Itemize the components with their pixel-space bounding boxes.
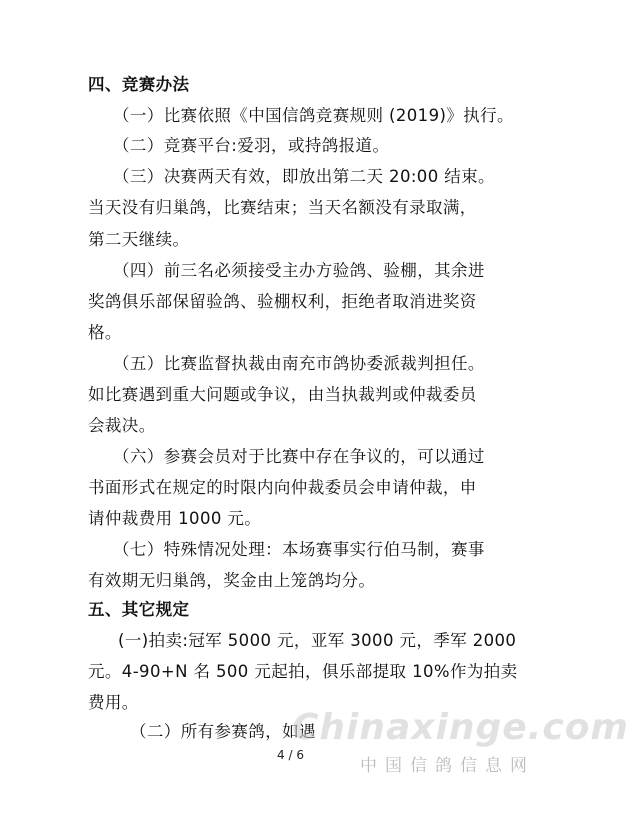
paragraph-line: 第二天继续。	[88, 230, 190, 249]
paragraph-line: （三）决赛两天有效，即放出第二天 20:00 结束。	[113, 167, 495, 186]
paragraph-line: 有效期无归巢鸽，奖金由上笼鸽均分。	[88, 571, 376, 590]
paragraph-line: 如比赛遇到重大问题或争议，由当执裁判或仲裁委员	[88, 385, 477, 404]
paragraph-line: 请仲裁费用 1000 元。	[88, 509, 262, 528]
paragraph-line: 会裁决。	[88, 416, 156, 435]
paragraph-line: （五）比赛监督执裁由南充市鸽协委派裁判担任。	[113, 354, 485, 373]
paragraph-line: （六）参赛会员对于比赛中存在争议的，可以通过	[113, 447, 485, 466]
paragraph-line: 格。	[88, 323, 122, 342]
paragraph-line: （四）前三名必须接受主办方验鸽、验棚，其余进	[113, 261, 485, 280]
section-heading-other-rules: 五、其它规定	[88, 600, 190, 619]
paragraph-line: （一）比赛依照《中国信鸽竞赛规则 (2019)》执行。	[113, 106, 514, 125]
watermark-logo-text: Chinaxinge.com	[292, 707, 629, 748]
paragraph-line: 书面形式在规定的时限内向仲裁委员会申请仲裁，申	[88, 478, 477, 497]
paragraph-line: (一)拍卖:冠军 5000 元，亚军 3000 元，季军 2000	[118, 631, 517, 650]
paragraph-line: 奖鸽俱乐部保留验鸽、验棚权利，拒绝者取消进奖资	[88, 292, 477, 311]
paragraph-line: 费用。	[88, 693, 139, 712]
paragraph-line: （二）所有参赛鸽，如遇	[130, 722, 316, 741]
paragraph-line: （二）竞赛平台:爱羽，或持鸽报道。	[113, 136, 390, 155]
paragraph-line: 元。4-90+N 名 500 元起拍，俱乐部提取 10%作为拍卖	[88, 662, 518, 681]
paragraph-line: （七）特殊情况处理：本场赛事实行伯马制，赛事	[113, 540, 485, 559]
page-number: 4 / 6	[277, 748, 304, 762]
section-heading-competition-method: 四、竞赛办法	[88, 75, 190, 94]
paragraph-line: 当天没有归巢鸽，比赛结束；当天名额没有录取满，	[88, 198, 477, 217]
watermark-site-name: 中国信鸽信息网	[360, 756, 535, 776]
